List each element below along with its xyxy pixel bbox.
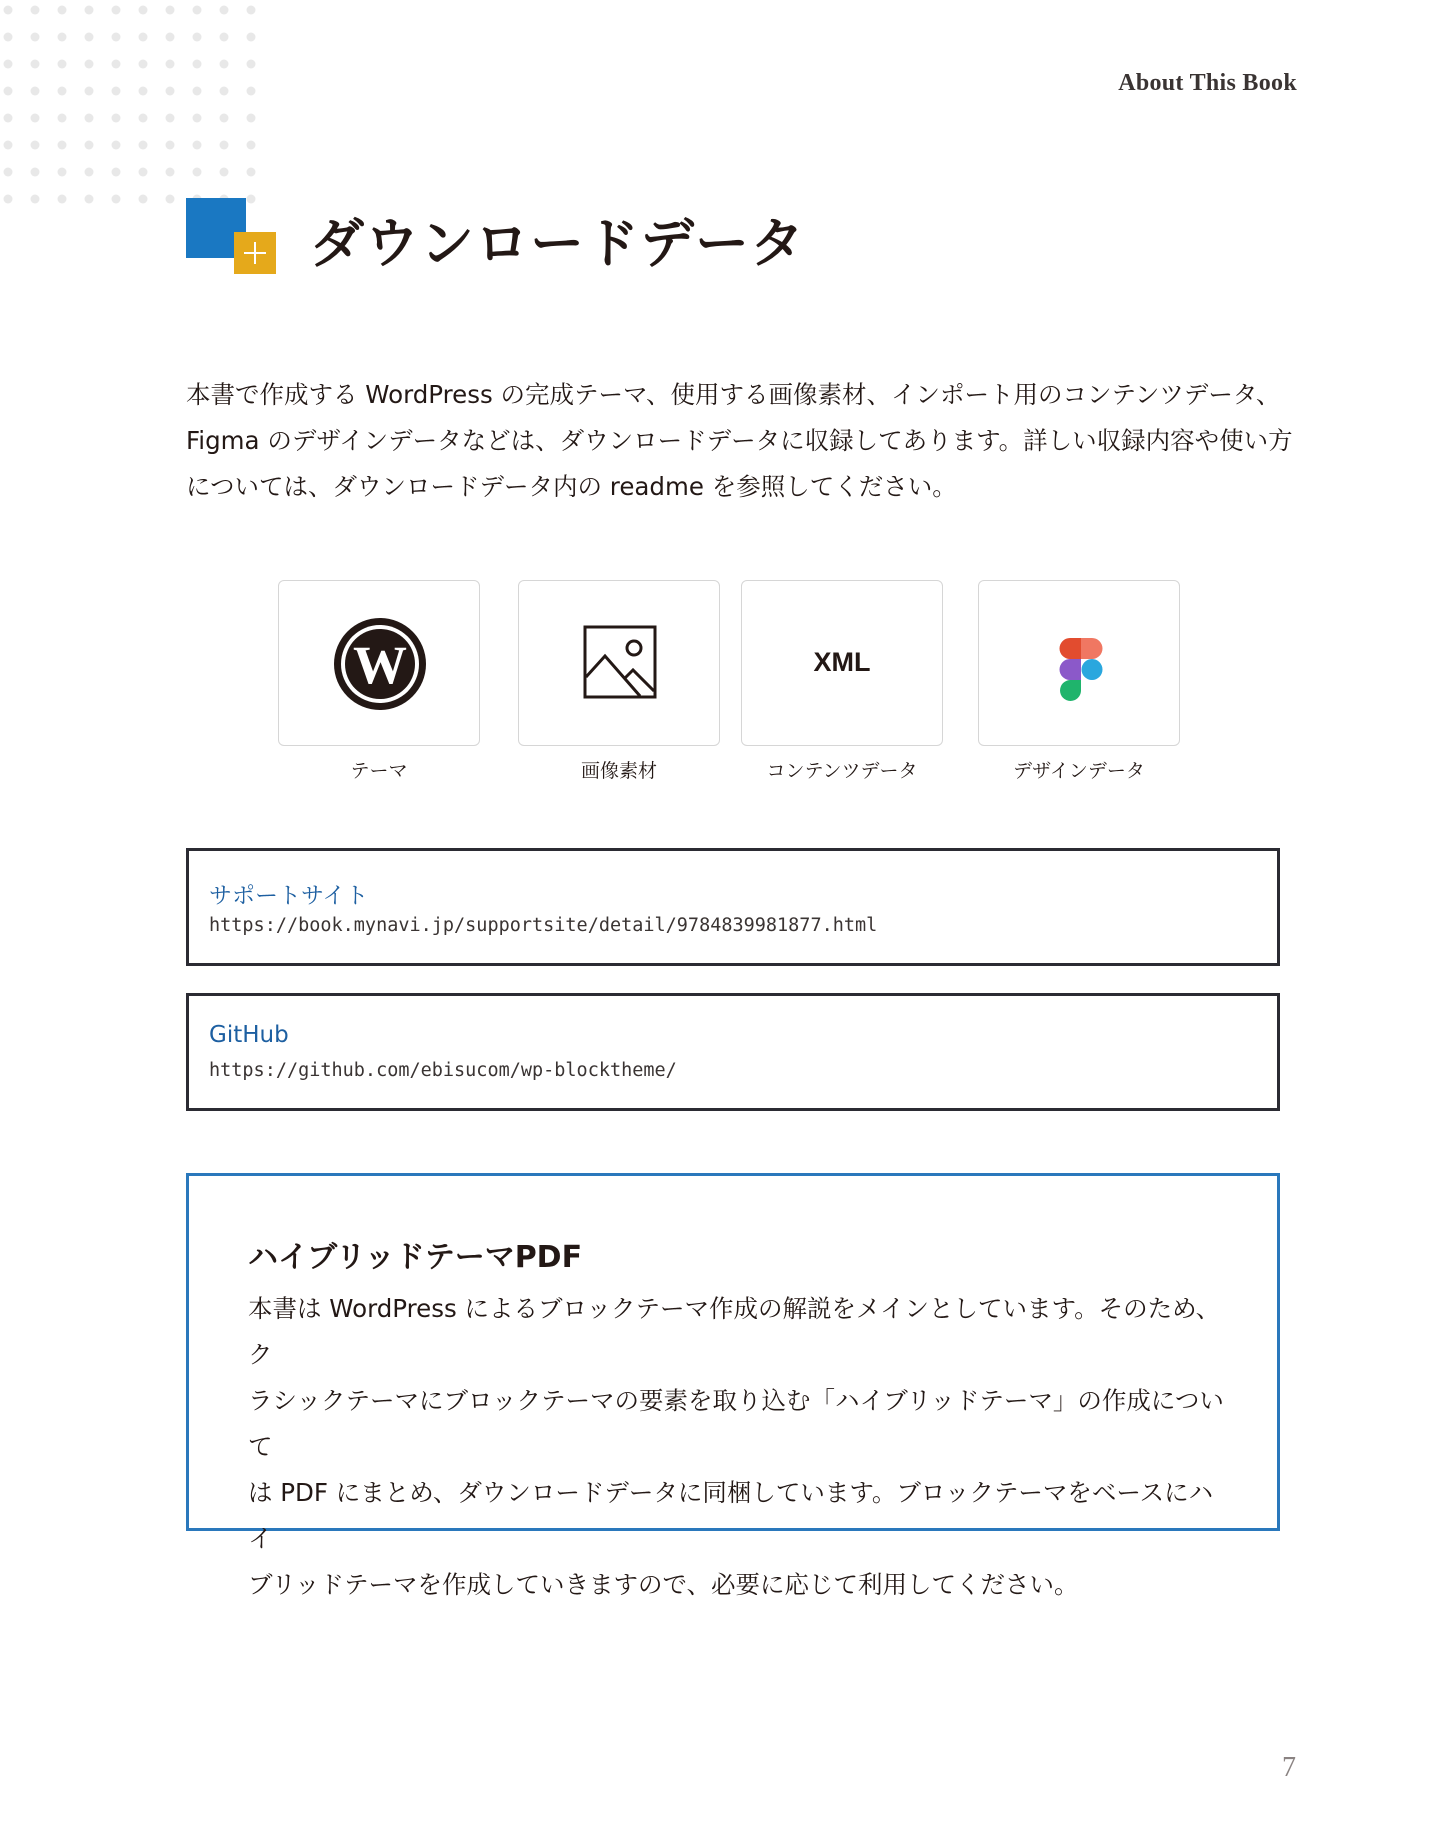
support-site-title: サポートサイト xyxy=(209,883,369,909)
support-site-url[interactable]: https://book.mynavi.jp/supportsite/detail/9784839981877.html xyxy=(209,915,878,936)
github-title: GitHub xyxy=(209,1022,289,1048)
intro-line: については、ダウンロードデータ内の readme を参照してください。 xyxy=(186,472,957,501)
download-card-theme xyxy=(278,580,480,746)
download-card-content xyxy=(741,580,943,746)
section-title-icon xyxy=(186,198,276,274)
pdf-note-body xyxy=(248,1286,1228,1608)
download-label-theme: テーマ xyxy=(350,760,408,782)
svg-text:W: W xyxy=(353,635,407,695)
download-card-design xyxy=(978,580,1180,746)
github-url[interactable]: https://github.com/ebisucom/wp-blocktheme/ xyxy=(209,1060,677,1081)
page-number: 7 xyxy=(1282,1752,1296,1783)
wordpress-icon xyxy=(332,616,428,712)
running-head: About This Book xyxy=(1118,70,1297,96)
download-label-design: デザインデータ xyxy=(1013,760,1145,782)
page-title: ダウンロードデータ xyxy=(310,212,805,275)
pdf-note-line: ブリッドテーマを作成していきますので、必要に応じて利用してください。 xyxy=(248,1570,1079,1599)
download-label-content: コンテンツデータ xyxy=(766,760,918,782)
dot-grid-decoration xyxy=(0,0,260,230)
pdf-note-line: は PDF にまとめ、ダウンロードデータに同梱しています。ブロックテーマをベースにハイ xyxy=(248,1478,1214,1553)
image-icon xyxy=(583,625,657,699)
download-card-images xyxy=(518,580,720,746)
intro-paragraph xyxy=(186,372,1296,510)
intro-line: Figma のデザインデータなどは、ダウンロードデータに収録してあります。詳しい収録内容や使い方 xyxy=(186,426,1293,455)
pdf-note-title: ハイブリッドテーマPDF xyxy=(248,1240,583,1275)
support-site-box xyxy=(186,848,1280,966)
download-label-images: 画像素材 xyxy=(580,760,657,782)
figma-icon xyxy=(1059,637,1103,703)
pdf-note-line: ラシックテーマにブロックテーマの要素を取り込む「ハイブリッドテーマ」の作成について xyxy=(248,1386,1224,1461)
hybrid-theme-pdf-note xyxy=(186,1173,1280,1599)
pdf-note-line: 本書は WordPress によるブロックテーマ作成の解説をメインとしています。そのため、ク xyxy=(248,1294,1221,1369)
intro-line: 本書で作成する WordPress の完成テーマ、使用する画像素材、インポート用のコンテンツデータ、 xyxy=(186,380,1281,409)
xml-icon: XML xyxy=(813,647,871,677)
github-box xyxy=(186,993,1280,1111)
